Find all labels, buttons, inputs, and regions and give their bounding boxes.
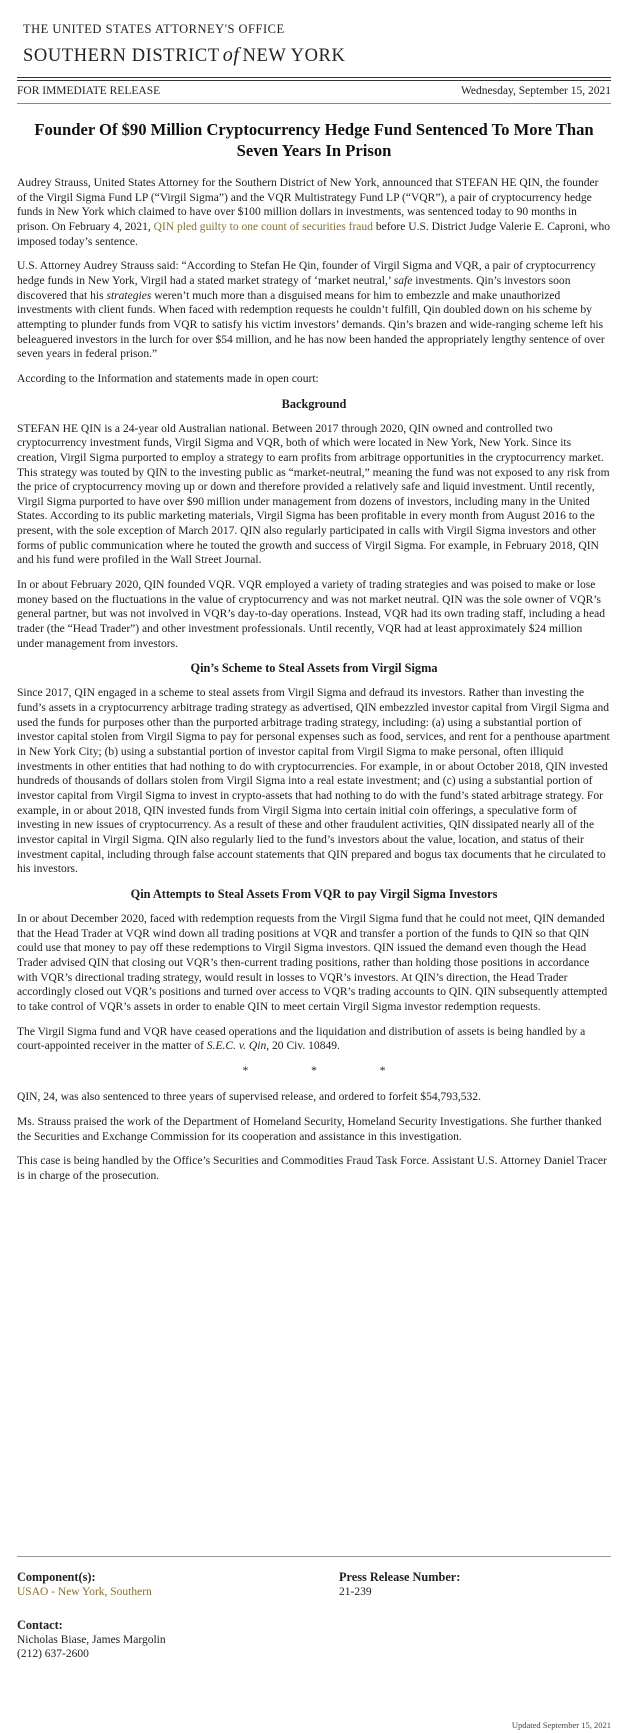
closing-paragraph-2: Ms. Strauss praised the work of the Department of Homeland Security, Homeland Security Investigations. She further thanked the Securities and Exchange Commission for its cooperation and assistance in this investigation. xyxy=(17,1116,602,1143)
component-block xyxy=(17,1570,152,1599)
quote-text-3: weren’t much more than a disguised means for him to embezzle and make unauthorized investments with client funds. When faced with redemption requests he couldn’t fulfill, Qin doubled down on his scheme by attempting to plunder funds from VQR to satisfy his victim investors’ demands. Qin’s brazen and wide-ranging scheme left his beleaguered investors in the lurch for over $54 million, and he has now been handed the appropriately lengthy sentence of over seven years in federal prison.” xyxy=(17,289,605,361)
contact-block xyxy=(17,1618,166,1662)
press-release-number-block xyxy=(339,1570,460,1599)
office-name-line1: THE UNITED STATES ATTORNEY'S OFFICE xyxy=(23,22,285,36)
vqr-heading: Qin Attempts to Steal Assets From VQR to pay Virgil Sigma Investors xyxy=(130,886,498,901)
guilty-plea-link[interactable]: QIN pled guilty to one count of securities fraud xyxy=(153,220,373,233)
office-name-line2 xyxy=(23,44,345,67)
state-name: NEW YORK xyxy=(242,46,346,66)
closing-paragraph-3: This case is being handled by the Office’s Securities and Commodities Fraud Task Force. Assistant U.S. Attorney Daniel Tracer is in charge of the prosecution. xyxy=(17,1155,607,1183)
release-status: FOR IMMEDIATE RELEASE xyxy=(17,85,161,97)
scheme-paragraph-1: Since 2017, QIN engaged in a scheme to steal assets from Virgil Sigma and defraud its investors. Rather than investing the fund’s assets in a cryptocurrency arbitrage trading strategy as advertised, QIN embezzled investor capital from Virgil Sigma and used the funds for purposes other than the purported arbitrage trading strategy, including: (a) using a substantial portion of investor capital stolen from Virgil Sigma to pay for personal expenses such as food, services, and rent for a penthouse apartment in New York City; (b) using a substantial portion of investor capital from Virgil Sigma to make personal, often illiquid investments in other entities that had nothing to do with cryptocurrencies. For example, in or about October 2018, QIN invested hundreds of thousands of dollars stolen from Virgil Sigma into a real estate investment; and (c) using a substantial portion of investor capital from Virgil Sigma to invest in crypto-assets that had nothing to do with the fund’s stated arbitrage strategy. For example, in or about 2018, QIN invested funds from Virgil Sigma into certain initial coin offerings, a speculative form of investing in new issues of cryptocurrency. As a result of these and other fraudulent activities, QIN dissipated nearly all of the investor capital in Virgil Sigma. QIN also regularly lied to the fund’s investors about the value, location, and status of their investment capital, including through false account statements that QIN prepared and bogus tax documents that he circulated to his investors. xyxy=(17,687,610,876)
background-paragraph-2: In or about February 2020, QIN founded VQR. VQR employed a variety of trading strategies and was poised to make or lose money based on the fluctuations in the value of cryptocurrency and was not market neutral. QIN was the sole owner of VQR’s general partner, but was not involved in VQR’s day-to-day operations. Instead, VQR had its own trading staff, including a head trader (the “Head Trader”) and other investment professionals. Until recently, VQR had at least approximately $24 million under management from investors. xyxy=(17,579,605,650)
press-release-number: 21-239 xyxy=(339,1585,372,1598)
intro-paragraph-1 xyxy=(17,176,611,249)
intro-text-end: before U.S. District Judge Valerie E. Caproni, who imposed today’s sentence. xyxy=(17,220,611,248)
intro-paragraph-3: According to the Information and statements made in open court: xyxy=(17,372,319,385)
intro-text: Audrey Strauss, United States Attorney for the Southern District of New York, announced that STEFAN HE QIN, the founder of the Virgil Sigma Fund LP (“Virgil Sigma”) and the VQR Multistrategy Fund LP (“VQR”), a pair of cryptocurrency hedge funds in New York which claimed to have over $100 million dollars in investments, was sentenced today to 90 months in prison. On February 4, 2021, xyxy=(17,177,599,233)
footer-rule xyxy=(17,1556,611,1557)
section-divider-stars: * * * xyxy=(242,1064,386,1077)
closing-paragraph-1: QIN, 24, was also sentenced to three years of supervised release, and ordered to forfeit $54,793,532. xyxy=(17,1091,481,1104)
press-release-title: Founder Of $90 Million Cryptocurrency Hedge Fund Sentenced To More Than Seven Years In Prison xyxy=(34,120,594,160)
case-name: S.E.C. v. Qin xyxy=(206,1040,267,1053)
quote-text: U.S. Attorney Audrey Strauss said: “According to Stefan He Qin, founder of Virgil Sigma and VQR, a pair of cryptocurrency hedge funds in New York, Virgil had a stated market strategy of ‘market neutral,’ xyxy=(17,260,596,287)
intro-paragraph-2 xyxy=(17,259,611,362)
contact-phone: (212) 637-2600 xyxy=(17,1648,89,1660)
case-number: , 20 Civ. 10849. xyxy=(266,1040,340,1053)
release-date: Wednesday, September 15, 2021 xyxy=(460,85,611,97)
updated-date: Updated September 15, 2021 xyxy=(511,1720,611,1730)
background-heading: Background xyxy=(281,396,347,411)
contact-names: Nicholas Biase, James Margolin xyxy=(17,1633,166,1646)
date-rule xyxy=(17,103,611,104)
contact-label: Contact: xyxy=(17,1618,63,1632)
quote-text-2: investments. Qin’s investors soon discovered that his xyxy=(17,274,571,302)
background-paragraph-1: STEFAN HE QIN is a 24-year old Australian national. Between 2017 through 2020, QIN owned and controlled two cryptocurrency investment funds, Virgil Sigma and VQR, both of which were located in New York, New York. Since its creation, Virgil Sigma purported to employ a strategy to earn profits from arbitrage opportunities in the cryptocurrency market. This strategy was touted by QIN to the investing public as “market-neutral,” meaning the fund was not exposed to any risk from the price of cryptocurrency moving up or down and therefore provided a relatively safe and liquid investment. Until recently, Virgil Sigma purported to have over $90 million under management from dozens of investors, including many in the United States. According to its public marketing materials, Virgil Sigma has been profitable in every month from August 2016 to the present, with the sole exception of March 2017. QIN also regularly participated in calls with Virgil Sigma investors and other forms of public communication where he touted the growth and success of Virgil Sigma. For example, in February 2018, QIN and his fund were profiled in the Wall Street Journal. xyxy=(17,422,610,567)
quote-emphasis-strategies: strategies xyxy=(106,289,152,302)
district-of: of xyxy=(222,44,240,66)
header-rule xyxy=(17,77,611,78)
district-name: SOUTHERN DISTRICT xyxy=(23,46,220,66)
vqr-paragraph-2 xyxy=(17,1025,611,1054)
receiver-text: The Virgil Sigma fund and VQR have ceased operations and the liquidation and distribution of assets is being handled by a court-appointed receiver in the matter of xyxy=(17,1025,586,1053)
component-link[interactable]: USAO - New York, Southern xyxy=(17,1585,152,1598)
vqr-paragraph-1: In or about December 2020, faced with redemption requests from the Virgil Sigma fund that he could not meet, QIN demanded that the Head Trader at VQR wind down all trading positions at VQR and transfer a portion of the funds to QIN so that QIN could use that money to pay off these redemptions to Virgil Sigma investors. QIN issued the demand even though the Head Trader advised QIN that closing out VQR’s then-current trading positions, rather than holding those positions in accordance with VQR’s directional trading strategy, would result in losses to VQR’s investors. At QIN’s direction, the Head Trader accordingly closed out VQR’s positions and turned over access to VQR’s trading accounts to QIN. QIN subsequently attempted to take control of VQR’s assets in order to enable QIN to meet certain Virgil Sigma investor redemption requests. xyxy=(17,912,608,1013)
scheme-heading: Qin’s Scheme to Steal Assets from Virgil Sigma xyxy=(190,661,438,676)
header-rule-thin xyxy=(17,80,611,81)
press-release-body xyxy=(17,176,611,1194)
component-label: Component(s): xyxy=(17,1570,96,1584)
press-release-number-label: Press Release Number: xyxy=(339,1570,461,1584)
quote-emphasis-safe: safe xyxy=(393,274,413,287)
